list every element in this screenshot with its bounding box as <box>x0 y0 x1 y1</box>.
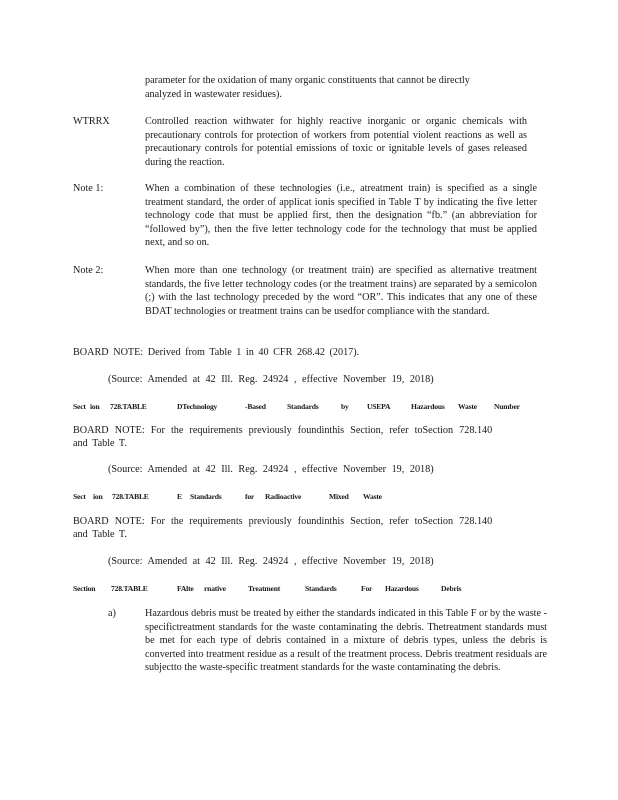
section-header-table-d <box>73 400 533 412</box>
note-1-label: Note 1: <box>73 183 104 194</box>
header-d-word: ion <box>90 402 100 411</box>
note-1-text: When a combination of these technologies (i.e., atreatment train) is specified as a single treatment standard, the order of applicat ionis specified in Table T by indicating the five letter technology code that must be applied first, then the designation “fb.” (an abbreviation for “followed by”), then the five letter technology code for the technology that must be applied next, and so on. <box>145 183 537 249</box>
item-a-label: a) <box>108 608 116 619</box>
source-note-1: (Source: Amended at 42 Ill. Reg. 24924 , effective November 19, 2018) <box>108 374 434 385</box>
header-e-word: Waste <box>363 492 382 501</box>
wtrrx-code: WTRRX <box>73 116 110 127</box>
header-d-word: Sect <box>73 402 86 411</box>
header-e-word: Mixed <box>329 492 349 501</box>
intro-line-2: analyzed in wastewater residues). <box>145 89 282 100</box>
wtrrx-definition: Controlled reaction withwater for highly reactive inorganic or organic chemicals with precautionary controls for protection of workers from potential violent reactions as well as precautionary controls for potential emissions of toxic or ignitable levels of gases released during the reaction. <box>145 116 527 168</box>
header-f-word: For <box>361 584 373 593</box>
note-2-text: When more than one technology (or treatment train) are specified as alternative treatment standards, the five letter technology codes (or the treatment trains) are separated by a semicolon (;) with the last technology preceded by the word “OR”. This indicates that any one of these BDAT technologies or treatment trains can be usedfor compliance with the standard. <box>145 265 537 317</box>
header-d-word: -Based <box>245 402 266 411</box>
header-d-word: 728.TABLE <box>110 402 147 411</box>
header-f-word: Treatment <box>248 584 281 593</box>
header-f-word: FAlte <box>177 584 194 593</box>
header-d-word: by <box>341 402 349 411</box>
source-note-3: (Source: Amended at 42 Ill. Reg. 24924 , effective November 19, 2018) <box>108 556 434 567</box>
header-d-word: Number <box>494 402 520 411</box>
board-note-3-line-2: and Table T. <box>73 529 127 540</box>
header-e-word: for <box>245 492 255 501</box>
note-2-label: Note 2: <box>73 265 104 276</box>
intro-line-1: parameter for the oxidation of many organic constituents that cannot be directly <box>145 75 470 86</box>
header-e-word: Radioactive <box>265 492 302 501</box>
header-f-word: rnative <box>204 584 226 593</box>
header-d-word: Waste <box>458 402 477 411</box>
header-d-word: DTechnology <box>177 402 218 411</box>
header-d-word: Hazardous <box>411 402 445 411</box>
header-d-word: USEPA <box>367 402 391 411</box>
header-d-word: Standards <box>287 402 319 411</box>
section-header-table-f <box>73 582 473 594</box>
header-f-word: Section <box>73 584 96 593</box>
header-f-word: 728.TABLE <box>111 584 148 593</box>
source-note-2: (Source: Amended at 42 Ill. Reg. 24924 , effective November 19, 2018) <box>108 464 434 475</box>
header-e-word: Sect <box>73 492 86 501</box>
header-f-word: Hazardous <box>385 584 419 593</box>
board-note-2-line-2: and Table T. <box>73 438 127 449</box>
header-e-word: Standards <box>190 492 222 501</box>
header-f-word: Debris <box>441 584 462 593</box>
header-e-word: E <box>177 492 182 501</box>
section-header-table-e <box>73 490 393 502</box>
header-e-word: 728.TABLE <box>112 492 149 501</box>
header-f-word: Standards <box>305 584 337 593</box>
board-note-2-line-1: BOARD NOTE: For the requirements previously foundinthis Section, refer toSection 728.140 <box>73 425 493 436</box>
board-note-1: BOARD NOTE: Derived from Table 1 in 40 CFR 268.42 (2017). <box>73 347 360 358</box>
board-note-3-line-1: BOARD NOTE: For the requirements previously foundinthis Section, refer toSection 728.140 <box>73 516 493 527</box>
item-a-text: Hazardous debris must be treated by either the standards indicated in this Table F or by the waste -specifictreatment standards for the waste contaminating the debris. Thetreatment standards must be met for each type of debris contained in a mixture of debris types, unless the debris is converted into treatment residue as a result of the treatment process. Debris treatment residuals are subjectto the waste-specific treatment standards for the waste contaminating the debris. <box>145 608 547 674</box>
header-e-word: ion <box>93 492 103 501</box>
